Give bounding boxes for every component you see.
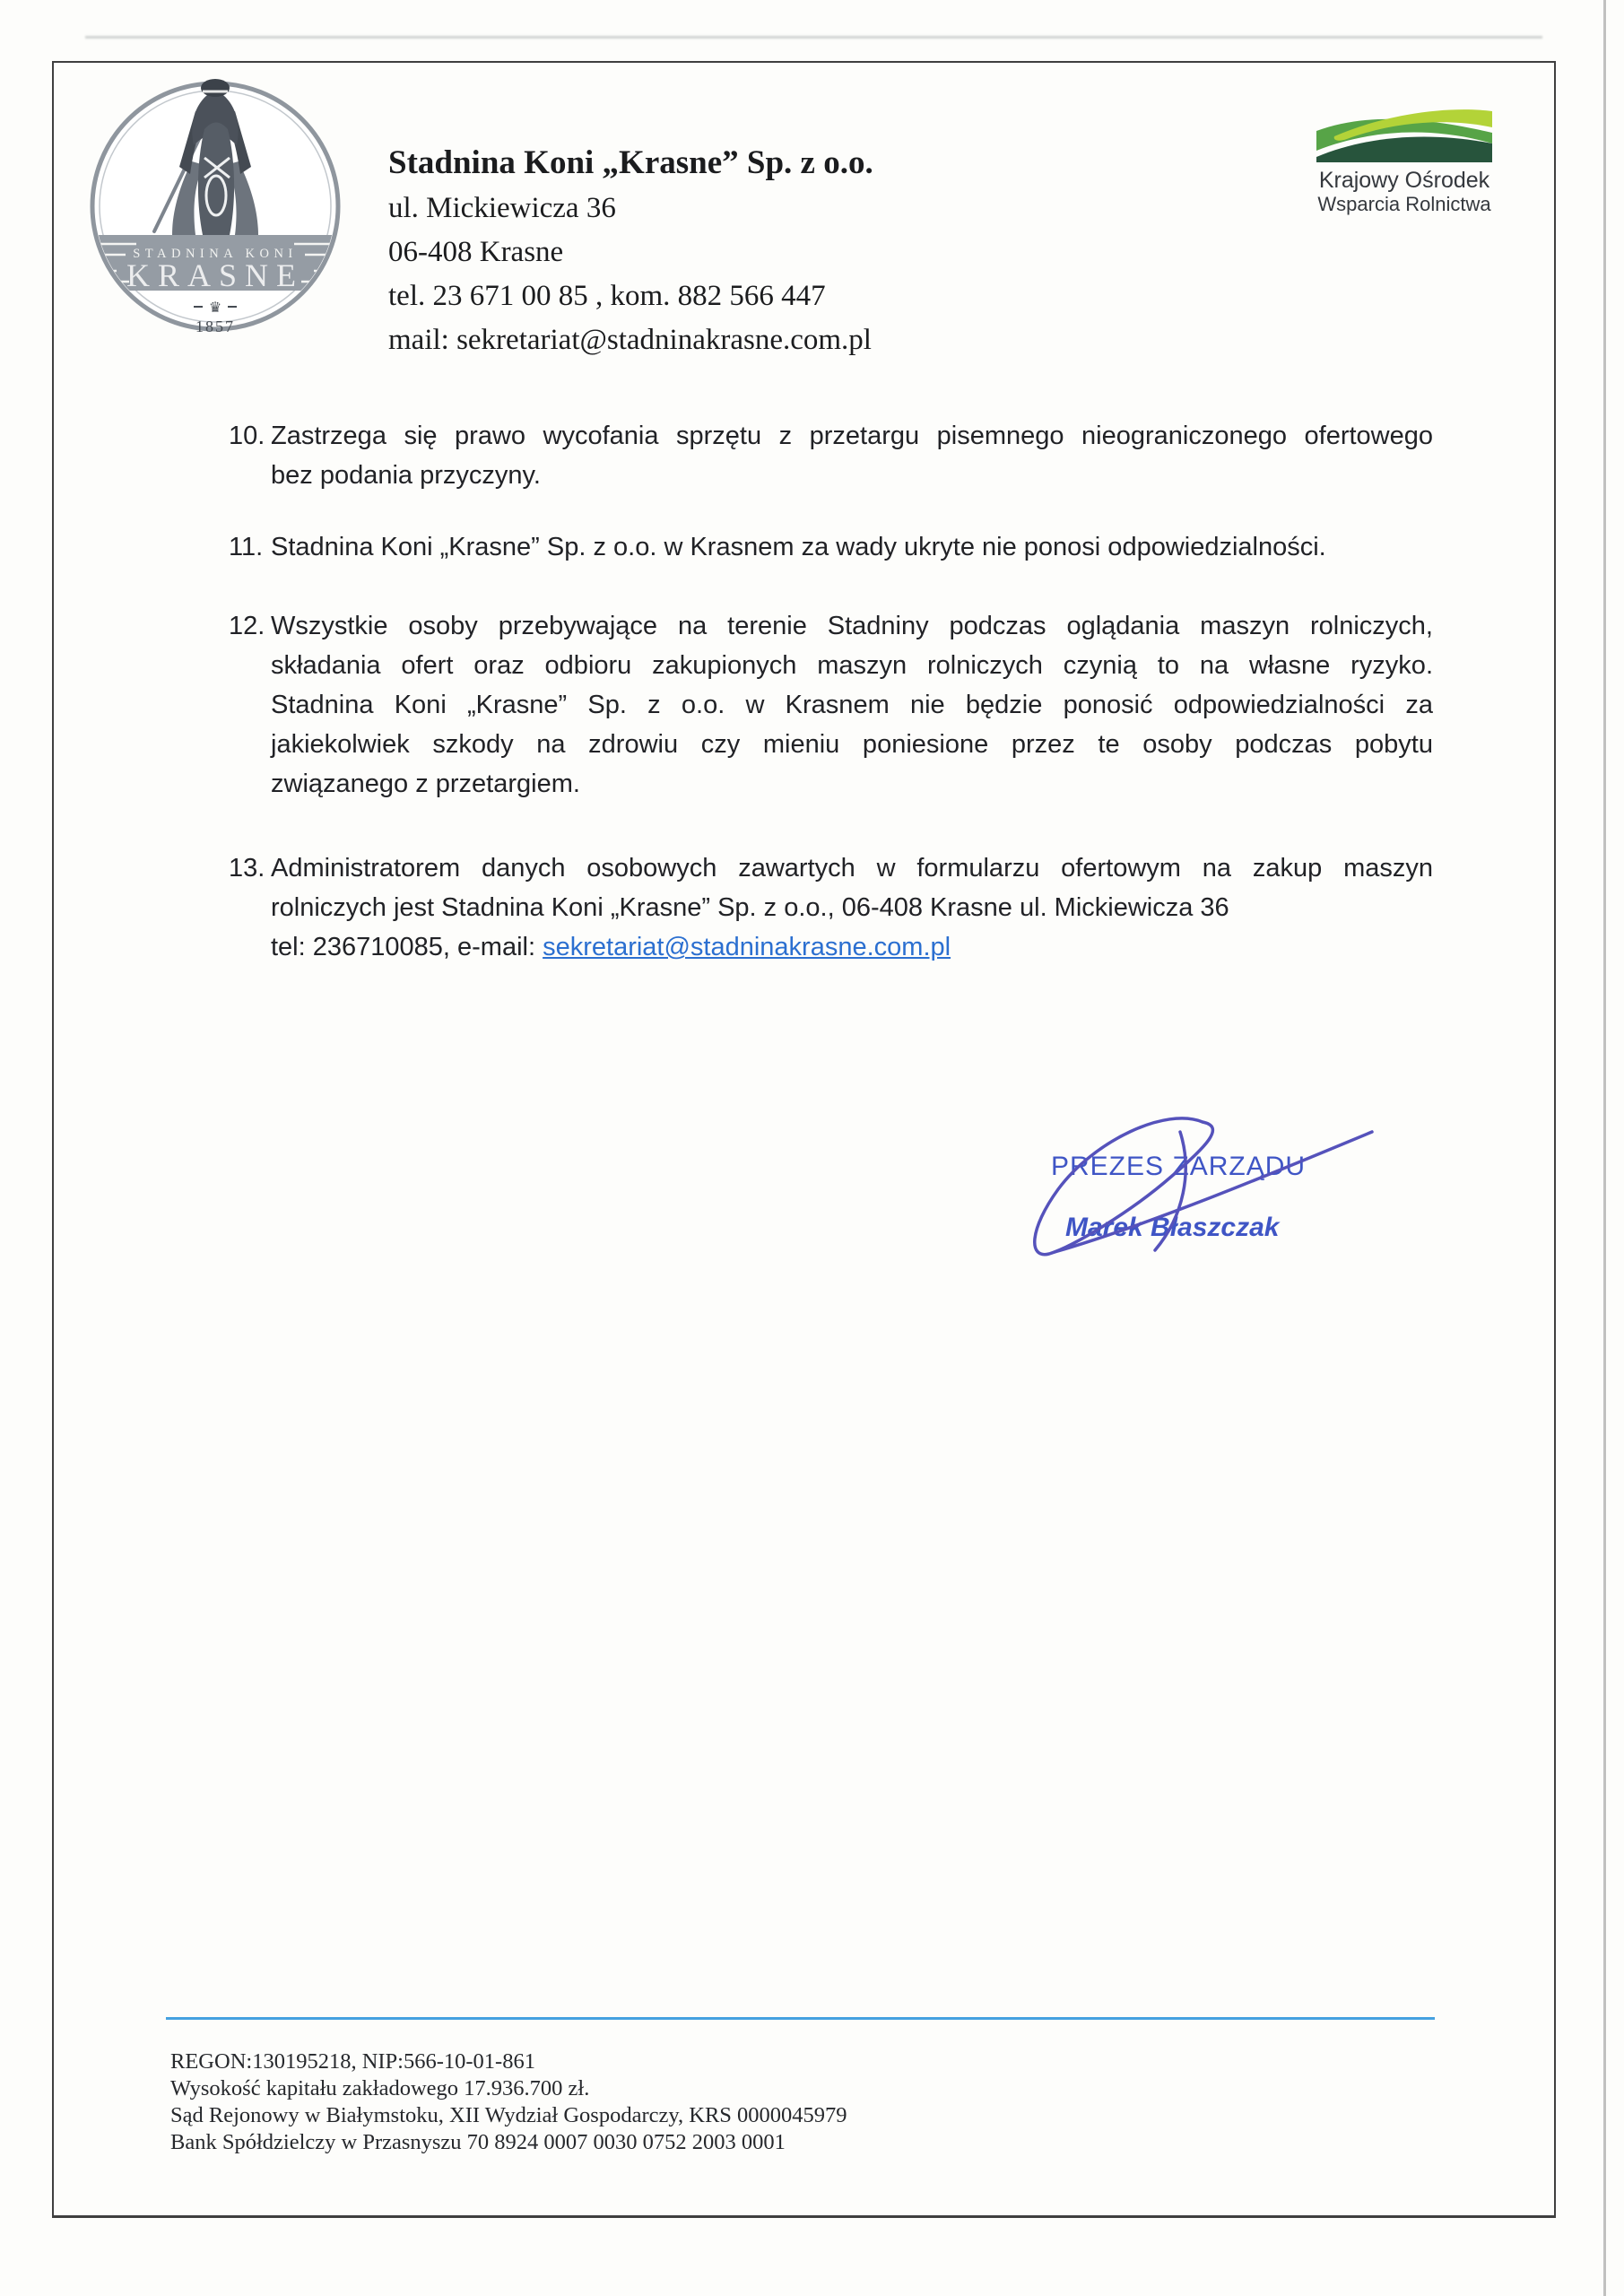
list-item-11 bbox=[229, 527, 1435, 567]
footer-divider bbox=[166, 2017, 1435, 2020]
item-number: 11. bbox=[229, 533, 264, 561]
paragraph-line: Wszystkie osoby przebywające na terenie Stadniny podczas oglądania maszyn rolniczych, bbox=[271, 612, 1433, 640]
list-item-10 bbox=[229, 416, 1435, 495]
kowr-stripes-icon bbox=[1316, 106, 1492, 162]
paragraph-line: Zastrzega się prawo wycofania sprzętu z przetargu pisemnego nieograniczonego ofertowego bbox=[271, 422, 1433, 450]
list-item-12 bbox=[229, 606, 1435, 804]
paragraph-line: Stadnina Koni „Krasne” Sp. z o.o. w Krasnem nie będzie ponosić odpowiedzialności za bbox=[271, 691, 1433, 719]
contact-prefix: tel: 236710085, e-mail: bbox=[271, 933, 543, 961]
footer-regon-nip: REGON:130195218, NIP:566-10-01-861 bbox=[170, 2049, 535, 2074]
company-phone: tel. 23 671 00 85 , kom. 882 566 447 bbox=[388, 280, 826, 312]
footer-block bbox=[170, 2048, 847, 2156]
kowr-logo bbox=[1316, 106, 1492, 215]
paragraph-line bbox=[271, 927, 1433, 967]
footer-capital: Wysokość kapitału zakładowego 17.936.700 zł. bbox=[170, 2076, 590, 2100]
company-city: 06-408 Krasne bbox=[388, 236, 564, 268]
signature-name: Marek Błaszczak bbox=[1065, 1213, 1280, 1242]
footer-bank-account: Bank Spółdzielczy w Przasnyszu 70 8924 0007 0030 0752 2003 0001 bbox=[170, 2130, 786, 2154]
logo-year: 1857 bbox=[195, 317, 235, 335]
logo-band-top-text: STADNINA KONI bbox=[133, 247, 298, 261]
scan-artifact-streak bbox=[85, 36, 1542, 39]
signature-title: PREZES ZARZĄDU bbox=[1051, 1152, 1307, 1181]
scan-edge-line bbox=[1603, 0, 1606, 2296]
company-street: ul. Mickiewicza 36 bbox=[388, 192, 616, 224]
company-email: mail: sekretariat@stadninakrasne.com.pl bbox=[388, 324, 872, 356]
krasne-stud-logo-icon bbox=[90, 79, 341, 334]
kowr-name-line2: Wsparcia Rolnictwa bbox=[1317, 193, 1491, 215]
kowr-name-line1: Krajowy Ośrodek bbox=[1318, 168, 1490, 193]
handwritten-signature-icon bbox=[1013, 1101, 1435, 1272]
company-header bbox=[388, 140, 873, 362]
paragraph-line: rolniczych jest Stadnina Koni „Krasne” Sp. z o.o., 06-408 Krasne ul. Mickiewicza 36 bbox=[271, 893, 1229, 922]
item-number: 13. bbox=[229, 854, 265, 883]
item-number: 10. bbox=[229, 422, 265, 450]
paragraph-line: Stadnina Koni „Krasne” Sp. z o.o. w Krasnem za wady ukryte nie ponosi odpowiedzialności. bbox=[271, 533, 1326, 561]
item-number: 12. bbox=[229, 612, 265, 640]
paragraph-line: związanego z przetargiem. bbox=[271, 770, 580, 798]
logo-band-main-text: KRASNE bbox=[126, 257, 305, 293]
paragraph-line: jakiekolwiek szkody na zdrowiu czy mieniu poniesione przez te osoby podczas pobytu bbox=[271, 730, 1433, 759]
footer-court-krs: Sąd Rejonowy w Białymstoku, XII Wydział Gospodarczy, KRS 0000045979 bbox=[170, 2103, 847, 2127]
list-item-13 bbox=[229, 848, 1435, 967]
paragraph-line: bez podania przyczyny. bbox=[271, 461, 541, 490]
paragraph-line: składania ofert oraz odbioru zakupionych maszyn rolniczych czynią to na własne ryzyko. bbox=[271, 651, 1433, 680]
company-name: Stadnina Koni „Krasne” Sp. z o.o. bbox=[388, 144, 873, 181]
email-link[interactable]: sekretariat@stadninakrasne.com.pl bbox=[543, 933, 951, 961]
crown-icon: ♛ bbox=[208, 300, 222, 316]
paragraph-line: Administratorem danych osobowych zawartych w formularzu ofertowym na zakup maszyn bbox=[271, 854, 1433, 883]
